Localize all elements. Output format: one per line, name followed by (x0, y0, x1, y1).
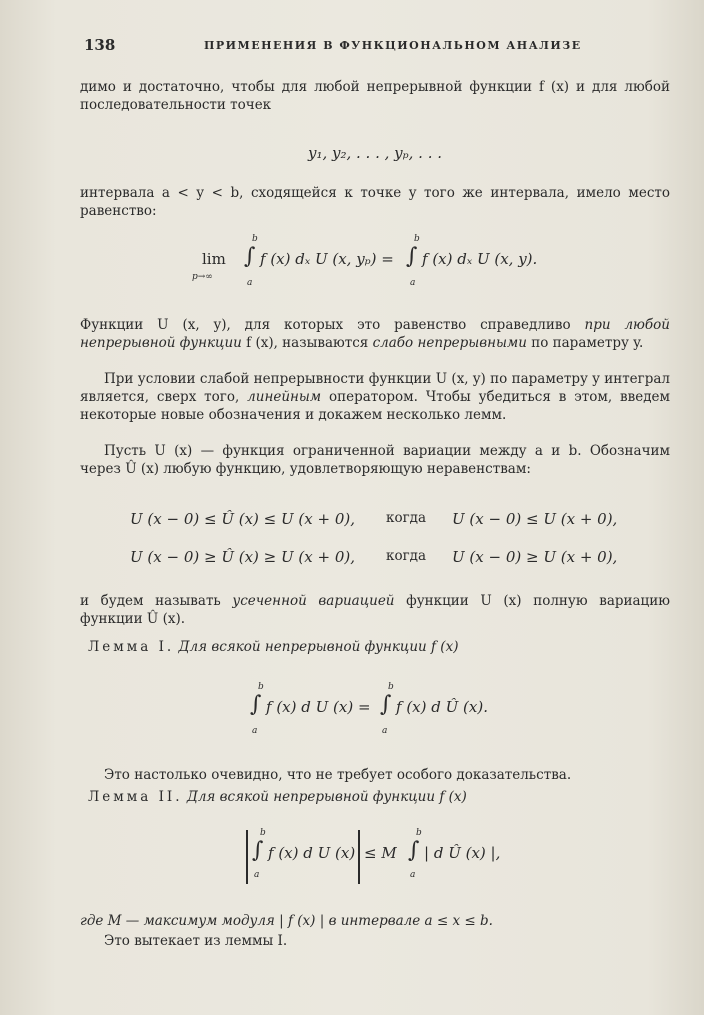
lemma-label: Лемма I. (88, 639, 175, 655)
when-word: когда (386, 548, 426, 564)
equation-right: f (x) d Û (x). (396, 698, 488, 716)
paragraph-5: Пусть U (x) — функция ограниченной вариации между a и b. Обозначим через Û (x) любую функцию, удовлетворяющую неравенствам: (80, 443, 670, 477)
lower-limit: a (254, 870, 260, 880)
upper-limit: b (252, 234, 258, 244)
inequality-left: U (x − 0) ≥ Û (x) ≥ U (x + 0), (130, 548, 355, 566)
italic-run: слабо непрерывными (372, 335, 527, 351)
italic-run: усеченной вариацией (232, 593, 395, 609)
text-run: по параметру y. (526, 335, 644, 351)
text-run: функции U (x) полную вариацию функции Û (x). (80, 593, 670, 627)
limit-right-side: f (x) dₓ U (x, y). (422, 250, 538, 268)
text-run: При условии слабой непрерывности функции U (x, y) по параметру y интеграл является, сверх того, (80, 371, 670, 405)
lim-subscript: p→∞ (192, 272, 213, 282)
equation-middle: ≤ M (364, 844, 397, 862)
paragraph-7: Это настолько очевидно, что не требует особого доказательства. (104, 767, 572, 783)
text-run: f (x), называются (241, 335, 373, 351)
equation-left: f (x) d U (x) (268, 844, 356, 862)
upper-limit: b (258, 682, 264, 692)
paragraph-1: димо и достаточно, чтобы для любой непрерывной функции f (x) и для любой последовательности точек (80, 79, 670, 113)
running-title: ПРИМЕНЕНИЯ В ФУНКЦИОНАЛЬНОМ АНАЛИЗЕ (204, 39, 582, 52)
sequence-formula: y₁, y₂, . . . , yₚ, . . . (307, 144, 443, 162)
abs-bar (358, 830, 360, 884)
lemma-statement: Для всякой непрерывной функции f (x) (178, 639, 459, 655)
integral-sign: ∫ (244, 244, 256, 269)
lemma-label: Лемма II. (88, 789, 183, 805)
lemma-statement: Для всякой непрерывной функции f (x) (186, 789, 467, 805)
lower-limit: a (382, 726, 388, 736)
lemma-2-heading (88, 788, 670, 806)
paragraph-3 (80, 316, 670, 352)
integral-sign: ∫ (250, 692, 262, 717)
paragraph-2: интервала a < y < b, сходящейся к точке y того же интервала, имело место равенство: (80, 185, 670, 219)
limit-left-side: f (x) dₓ U (x, yₚ) = (260, 250, 394, 268)
paragraph-6 (80, 592, 670, 628)
abs-bar (246, 830, 248, 884)
text-run: Функции U (x, y), для которых это равенство справедливо (80, 317, 585, 333)
integral-sign: ∫ (380, 692, 392, 717)
upper-limit: b (416, 828, 422, 838)
inequality-condition: U (x − 0) ≥ U (x + 0), (452, 548, 618, 566)
limit-equation (80, 234, 670, 294)
lemma-2-equation (80, 826, 670, 888)
lemma-1-heading (88, 638, 670, 656)
equation-right: | d Û (x) |, (424, 844, 501, 862)
page-number: 138 (84, 36, 116, 54)
upper-limit: b (388, 682, 394, 692)
integral-sign: ∫ (408, 838, 420, 863)
inequality-condition: U (x − 0) ≤ U (x + 0), (452, 510, 618, 528)
paragraph-9: Это вытекает из леммы I. (104, 933, 288, 949)
text-run: оператором. Чтобы убедиться в этом, введем некоторые новые обозначения и докажем несколько лемм. (80, 389, 671, 423)
upper-limit: b (414, 234, 420, 244)
inequality-left: U (x − 0) ≤ Û (x) ≤ U (x + 0), (130, 510, 355, 528)
upper-limit: b (260, 828, 266, 838)
lower-limit: a (247, 278, 253, 288)
italic-run: при любой непрерывной функции (80, 317, 670, 351)
paragraph-8: где M — максимум модуля | f (x) | в интервале a ≤ x ≤ b. (80, 913, 493, 929)
italic-run: линейным (247, 389, 322, 405)
lemma-1-equation (80, 682, 670, 742)
text-run: и будем называть (80, 593, 233, 609)
lower-limit: a (410, 870, 416, 880)
page-header (84, 36, 668, 56)
lower-limit: a (410, 278, 416, 288)
integral-sign: ∫ (406, 244, 418, 269)
equation-left: f (x) d U (x) = (266, 698, 371, 716)
paragraph-4 (80, 370, 670, 424)
lower-limit: a (252, 726, 258, 736)
lim-operator: lim (202, 250, 226, 268)
when-word: когда (386, 510, 426, 526)
integral-sign: ∫ (252, 838, 264, 863)
